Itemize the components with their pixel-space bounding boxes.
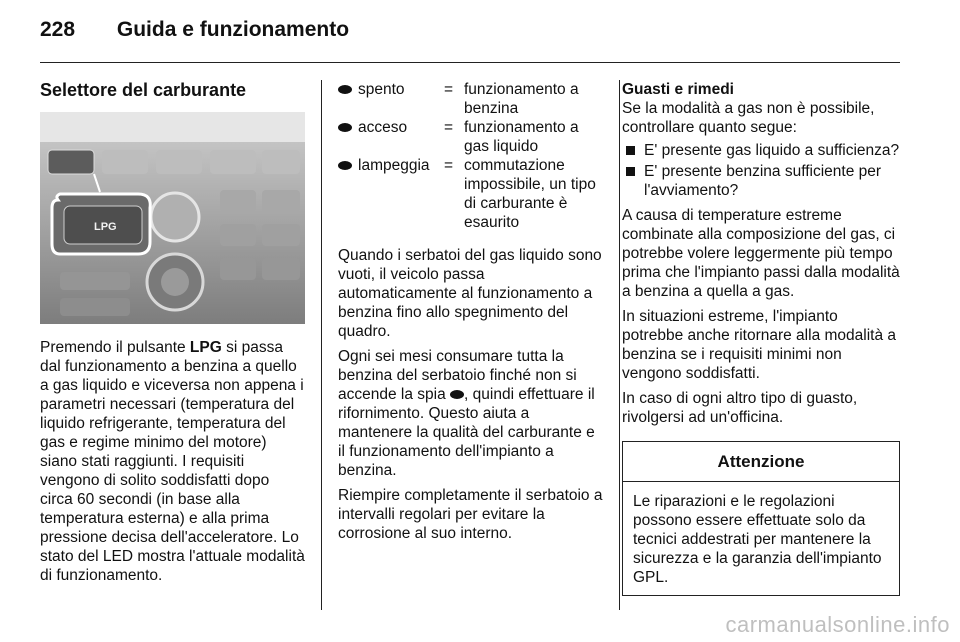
lpg-button-label: LPG: [94, 221, 117, 233]
dashboard-illustration: [40, 112, 305, 324]
legend-row-flashing: lampeggia = commutazione impossibile, un tipo di carburante è esaurito: [338, 156, 603, 232]
fuel-warning-icon: [450, 390, 464, 399]
column-3: [622, 80, 900, 596]
header-rule: [40, 62, 900, 63]
other-fault-paragraph: In caso di ogni altro tipo di guasto, rivolgersi ad un'officina.: [622, 390, 858, 426]
legend-row-off: spento = funzionamento a benzina: [338, 80, 603, 118]
warning-box: [622, 441, 900, 596]
page-header: [40, 18, 349, 42]
legend-row-on: acceso = funzionamento a gas liquido: [338, 118, 603, 156]
lpg-bold: LPG: [189, 339, 222, 356]
led-icon: [338, 161, 352, 170]
section-title: Selettore del carburante: [40, 80, 247, 100]
page-number: 228: [40, 18, 76, 41]
extreme-situation-paragraph: In situazioni estreme, l'impianto potrebbe anche ritornare alla modalità a benzina se i requisiti minimi non vengono soddisfatti.: [622, 308, 897, 382]
warning-text: Le riparazioni e le regolazioni possono essere effettuate solo da tecnici addestrati per mantenere la sicurezza e la garanzia dell'impianto GPL.: [633, 493, 882, 586]
led-icon: [338, 123, 352, 132]
lpg-paragraph: Premendo il pulsante LPG si passa dal funzionamento a benzina a quello a gas liquido e viceversa non appena i parametri necessari (temperatura del liquido refrigerante, temperatura del gas e regime minimo del motore) siano stati raggiunti. I requisiti vengono di solito soddisfatti dopo circa 60 secondi (in base alla temperatura esterna) e alla prima pressione decisa dell'acceleratore. Lo stato del LED mostra l'attuale modalità di funzionamento.: [40, 339, 305, 584]
six-months-paragraph: Ogni sei mesi consumare tutta la benzina del serbatoio finché non si accende la spia , quindi effettuare il rifornimento. Questo aiuta a mantenere la qualità del carburante e il funzionamento dell'impianto a benzina.: [338, 348, 595, 479]
check-item: E' presente gas liquido a sufficienza?: [622, 141, 900, 160]
chapter-title: Guida e funzionamento: [116, 18, 350, 41]
empty-tank-paragraph: Quando i serbatoi del gas liquido sono vuoti, il veicolo passa automaticamente al funzionamento a benzina fino allo spegnimento del quadro.: [338, 247, 602, 340]
column-2: [338, 80, 603, 549]
watermark: carmanualsonline.info: [725, 612, 950, 637]
faults-intro: Se la modalità a gas non è possibile, controllare quanto segue:: [622, 100, 875, 136]
column-divider-2: [619, 80, 620, 610]
column-1: [40, 80, 305, 591]
check-list: [622, 141, 900, 200]
faults-heading: Guasti e rimedi: [622, 81, 734, 98]
led-icon: [338, 85, 352, 94]
check-item: E' presente benzina sufficiente per l'avviamento?: [622, 162, 900, 200]
warning-title: Attenzione: [623, 442, 899, 482]
lpg-button-photo: [40, 112, 305, 324]
column-divider-1: [321, 80, 322, 610]
extreme-temp-paragraph: A causa di temperature estreme combinate alla composizione del gas, ci potrebbe volere leggermente più tempo prima che l'impianto passi dalla modalità a benzina a quella a gas.: [622, 207, 900, 300]
refill-paragraph: Riempire completamente il serbatoio a intervalli regolari per evitare la corrosione al suo interno.: [338, 487, 603, 542]
